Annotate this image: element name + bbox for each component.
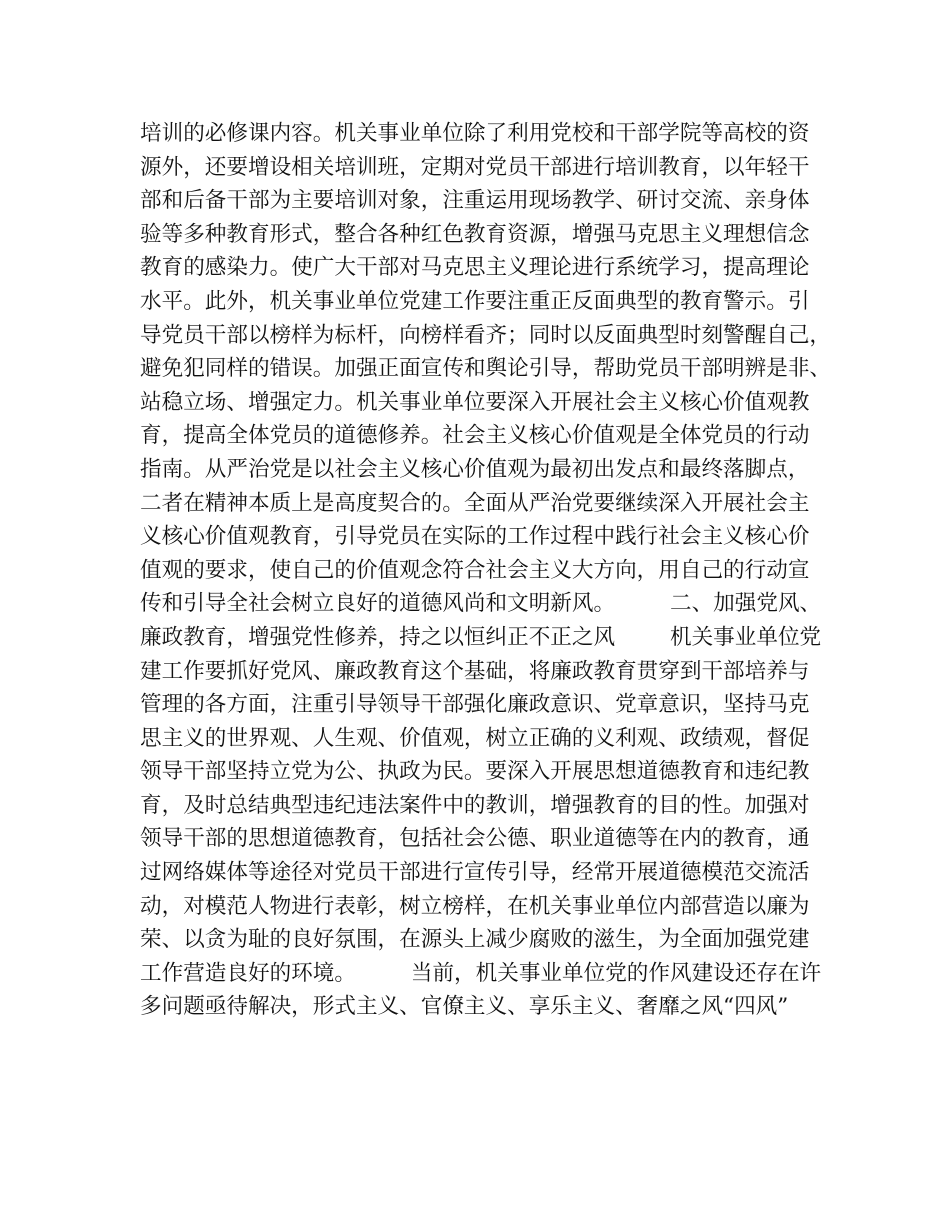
text-line: 验等多种教育形式，整合各种红色教育资源，增强马克思主义理想信念 xyxy=(140,221,810,247)
text-line: 荣、以贪为耻的良好氛围，在源头上减少腐败的滋生，为全面加强党建 xyxy=(140,927,810,953)
text-line: 避免犯同样的错误。加强正面宣传和舆论引导，帮助党员干部明辨是非、 xyxy=(140,356,832,382)
text-line: 工作营造良好的环境。 当前，机关事业单位党的作风建设还存在许 xyxy=(140,960,822,986)
text-line: 源外，还要增设相关培训班，定期对党员干部进行培训教育，以年轻干 xyxy=(140,154,810,180)
text-line: 传和引导全社会树立良好的道德风尚和文明新风。 二、加强党风、 xyxy=(140,591,822,617)
text-line: 领导干部的思想道德教育，包括社会公德、职业道德等在内的教育，通 xyxy=(140,826,810,852)
text-line: 培训的必修课内容。机关事业单位除了利用党校和干部学院等高校的资 xyxy=(140,121,810,146)
text-line: 义核心价值观教育，引导党员在实际的工作过程中践行社会主义核心价 xyxy=(140,524,810,550)
text-line: 思主义的世界观、人生观、价值观，树立正确的义利观、政绩观，督促 xyxy=(140,725,810,751)
text-line: 站稳立场、增强定力。机关事业单位要深入开展社会主义核心价值观教 xyxy=(140,389,810,415)
text-line: 水平。此外，机关事业单位党建工作要注重正反面典型的教育警示。引 xyxy=(140,288,810,314)
text-line: 多问题亟待解决，形式主义、官僚主义、享乐主义、奢靡之风“四风” xyxy=(140,994,789,1020)
body-text xyxy=(140,117,830,1024)
text-line: 二者在精神本质上是高度契合的。全面从严治党要继续深入开展社会主 xyxy=(140,490,810,516)
text-line: 建工作要抓好党风、廉政教育这个基础，将廉政教育贯穿到干部培养与 xyxy=(140,658,810,684)
text-line: 廉政教育，增强党性修养，持之以恒纠正不正之风 机关事业单位党 xyxy=(140,624,822,650)
text-line: 动，对模范人物进行表彰，树立榜样，在机关事业单位内部营造以廉为 xyxy=(140,893,810,919)
text-line: 过网络媒体等途径对党员干部进行宣传引导，经常开展道德模范交流活 xyxy=(140,860,810,886)
text-line: 导党员干部以榜样为标杆，向榜样看齐；同时以反面典型时刻警醒自己， xyxy=(140,322,832,348)
text-line: 育，及时总结典型违纪违法案件中的教训，增强教育的目的性。加强对 xyxy=(140,792,810,818)
text-line: 管理的各方面，注重引导领导干部强化廉政意识、党章意识，坚持马克 xyxy=(140,692,810,718)
text-line: 部和后备干部为主要培训对象，注重运用现场教学、研讨交流、亲身体 xyxy=(140,188,810,214)
text-line: 指南。从严治党是以社会主义核心价值观为最初出发点和最终落脚点， xyxy=(140,456,810,482)
text-line: 值观的要求，使自己的价值观念符合社会主义大方向，用自己的行动宣 xyxy=(140,557,810,583)
text-line: 领导干部坚持立党为公、执政为民。要深入开展思想道德教育和违纪教 xyxy=(140,759,810,785)
text-line: 育，提高全体党员的道德修养。社会主义核心价值观是全体党员的行动 xyxy=(140,423,810,449)
text-line: 教育的感染力。使广大干部对马克思主义理论进行系统学习，提高理论 xyxy=(140,255,810,281)
